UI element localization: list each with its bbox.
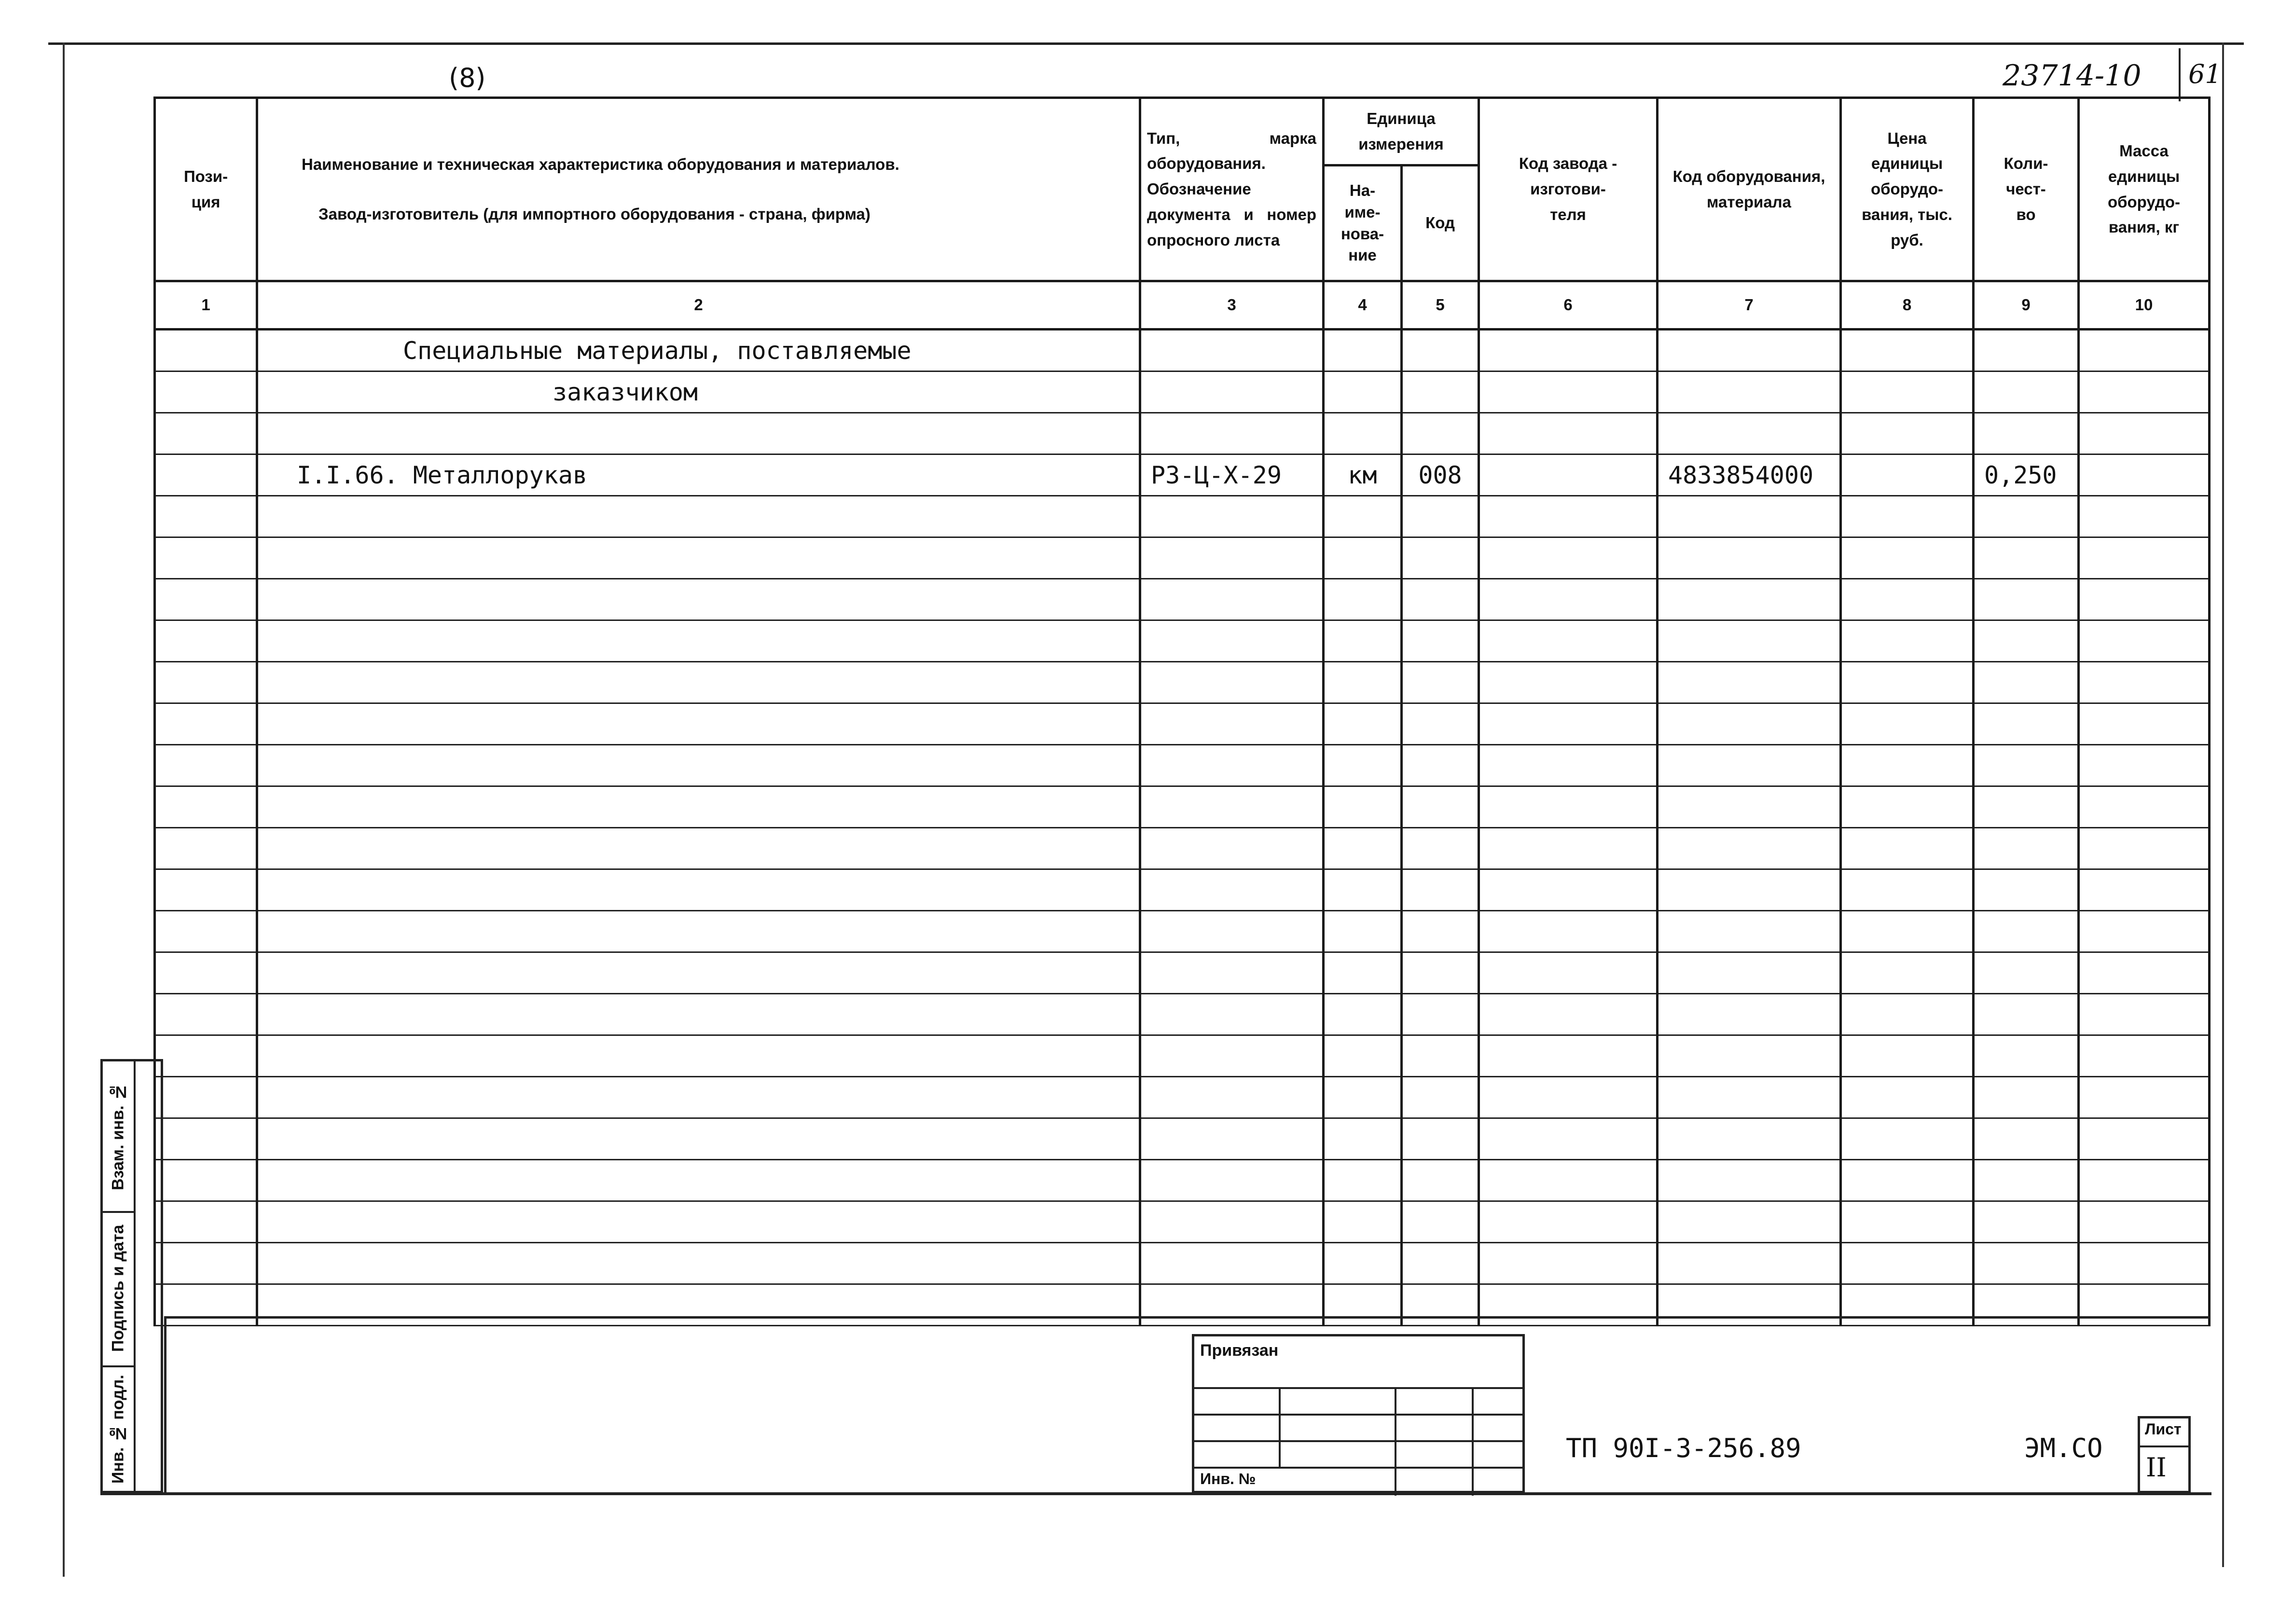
item-quantity: 0,250	[1974, 454, 2079, 496]
col-number-3: 3	[1140, 281, 1324, 330]
frame-top	[48, 42, 2244, 45]
col-material-code-header: Код оборудования, материала	[1658, 98, 1841, 281]
table-row	[155, 869, 2210, 911]
bottom-left-line	[164, 1316, 166, 1495]
sheet-label: Лист	[2145, 1420, 2182, 1438]
col-quantity-header: Коли- чест- во	[1974, 98, 2079, 281]
doc-suffix: ЭМ.СО	[2024, 1433, 2103, 1463]
table-row	[155, 1201, 2210, 1243]
col-factory-code-header: Код завода - изготови- теля	[1479, 98, 1658, 281]
inv-no-label: Инв. №	[1200, 1470, 1256, 1487]
table-row	[155, 994, 2210, 1035]
table-row	[155, 496, 2210, 537]
side-stamp-divider	[134, 1061, 136, 1491]
col-number-6: 6	[1479, 281, 1658, 330]
table-row	[155, 1077, 2210, 1118]
table-row	[155, 1035, 2210, 1077]
table-row	[155, 911, 2210, 952]
col-number-4: 4	[1324, 281, 1402, 330]
col-number-7: 7	[1658, 281, 1841, 330]
swap-inv-label: Взам. инв. №	[109, 1082, 127, 1190]
col-unit-group-header: Единица измерения	[1324, 98, 1479, 165]
col-name-header-line1: Наименование и техническая характеристика оборудования и материалов.	[302, 155, 899, 173]
item-unit: км	[1324, 454, 1402, 496]
side-stamp-sep-1	[103, 1211, 134, 1213]
table-row	[155, 1118, 2210, 1160]
frame-left	[63, 42, 65, 1577]
sheet-number: (8)	[449, 63, 486, 93]
table-row	[155, 662, 2210, 703]
item-unit-code: 008	[1402, 454, 1479, 496]
col-name-header	[257, 98, 1140, 281]
attached-vline-1	[1279, 1387, 1281, 1467]
sheet-box-separator	[2140, 1445, 2188, 1447]
section-title-line1: Специальные материалы, поставляемые	[257, 330, 1140, 372]
table-row	[155, 745, 2210, 786]
attached-label: Привязан	[1200, 1341, 1279, 1360]
frame-right	[2222, 42, 2224, 1567]
item-name: I.I.66. Металлорукав	[257, 454, 1140, 496]
col-number-8: 8	[1841, 281, 1974, 330]
footer-bottom-line	[100, 1492, 2211, 1495]
table-row	[155, 372, 2210, 413]
specification-table	[153, 96, 2211, 1326]
inv-orig-label: Инв. № подл.	[109, 1375, 127, 1484]
table-row	[155, 413, 2210, 454]
table-row	[155, 1160, 2210, 1201]
attached-vline-2	[1395, 1387, 1396, 1496]
table-row	[155, 1284, 2210, 1326]
col-mass-header: Масса единицы оборудо- вания, кг	[2079, 98, 2210, 281]
table-row	[155, 454, 2210, 496]
col-name-header-line2: Завод-изготовитель (для импортного оборудования - страна, фирма)	[318, 205, 871, 223]
col-number-2: 2	[257, 281, 1140, 330]
col-number-9: 9	[1974, 281, 2079, 330]
col-number-5: 5	[1402, 281, 1479, 330]
sheet-value: II	[2146, 1452, 2167, 1483]
archive-code: 23714-10	[2003, 59, 2142, 93]
table-row	[155, 620, 2210, 662]
col-number-10: 10	[2079, 281, 2210, 330]
item-material-code: 4833854000	[1658, 454, 1841, 496]
col-price-header: Цена единицы оборудо- вания, тыс. руб.	[1841, 98, 1974, 281]
table-row	[155, 1243, 2210, 1284]
col-position-header: Пози- ция	[155, 98, 257, 281]
archive-separator	[2179, 48, 2181, 101]
section-title-line2: заказчиком	[257, 372, 1140, 413]
col-number-1: 1	[155, 281, 257, 330]
sign-date-label: Подпись и дата	[109, 1225, 127, 1352]
table-row	[155, 703, 2210, 745]
side-stamp-sep-2	[103, 1365, 134, 1367]
col-type-header: Тип, марка оборудования. Обозначение документа и номер опросного листа	[1140, 98, 1324, 281]
attached-box	[1192, 1334, 1525, 1493]
bottom-line	[164, 1316, 2210, 1319]
item-type: РЗ-Ц-Х-29	[1140, 454, 1324, 496]
table-row	[155, 786, 2210, 828]
col-unit-code-header: Код	[1402, 165, 1479, 281]
col-unit-name-header: На- име- нова- ние	[1324, 165, 1402, 281]
table-row	[155, 952, 2210, 994]
table-row	[155, 828, 2210, 869]
table-row	[155, 537, 2210, 579]
table-row	[155, 579, 2210, 620]
table-row	[155, 330, 2210, 372]
archive-page: 61	[2188, 59, 2222, 89]
side-stamp	[100, 1059, 163, 1493]
doc-code: ТП 90I-3-256.89	[1566, 1433, 1801, 1463]
sheet-box	[2138, 1416, 2191, 1493]
attached-vline-3	[1472, 1387, 1474, 1496]
